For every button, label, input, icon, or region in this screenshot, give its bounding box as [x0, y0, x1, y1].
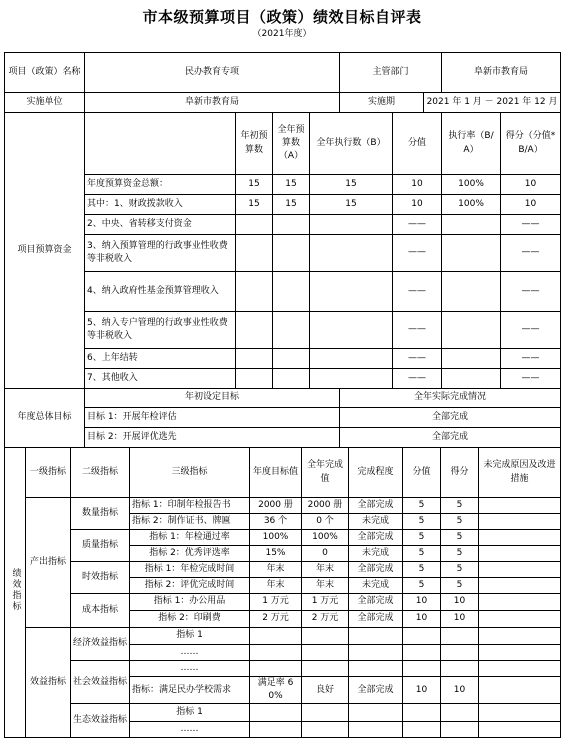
indicator-score [403, 628, 441, 645]
funds-initial [236, 272, 273, 312]
indicator-row [5, 704, 561, 722]
indicator-name: …… [130, 661, 250, 677]
impl-label: 实施单位 [5, 93, 85, 113]
funds-score: —— [393, 312, 442, 349]
funds-row-label: 3、纳入预算管理的行政事业性收费等非税收入 [85, 235, 236, 272]
indicator-target: 100% [250, 530, 302, 546]
indicator-name: …… [130, 645, 250, 661]
indicator-target [250, 661, 302, 677]
indicator-row [5, 498, 561, 514]
funds-row-label: 年度预算资金总额： [85, 175, 236, 195]
indicator-actual [302, 628, 349, 645]
indicator-points [441, 645, 479, 661]
period-label: 实施期 [340, 93, 424, 113]
goal-result: 全部完成 [340, 428, 561, 448]
indicator-actual: 良好 [302, 677, 349, 704]
indicator-score [403, 645, 441, 661]
hdr-degree: 完成程度 [349, 448, 403, 498]
indicator-row [5, 628, 561, 645]
indicator-name: 指标 2：制作证书、牌匾 [130, 514, 250, 530]
indicator-degree: 未完成 [349, 578, 403, 594]
indicator-target [250, 628, 302, 645]
period-value: 2021 年 1 月 － 2021 年 12 月 [424, 93, 561, 113]
funds-exec: 15 [310, 195, 393, 215]
goal-text: 目标 1：开展年检评估 [85, 408, 340, 428]
goal-row [5, 428, 561, 448]
indicator-points: 5 [441, 498, 479, 514]
indicator-points: 10 [441, 594, 479, 611]
funds-initial [236, 235, 273, 272]
indicator-score: 5 [403, 514, 441, 530]
indicator-actual [302, 722, 349, 738]
indicator-degree: 全部完成 [349, 594, 403, 611]
indicator-name: 指标 1：印制年检报告书 [130, 498, 250, 514]
indicator-name: 指标 2：评优完成时间 [130, 578, 250, 594]
funds-score: —— [393, 369, 442, 389]
indicator-reason [479, 611, 561, 628]
indicator-degree: 全部完成 [349, 498, 403, 514]
indicator-name: …… [130, 722, 250, 738]
indicator-points: 5 [441, 514, 479, 530]
indicator-actual: 0 个 [302, 514, 349, 530]
funds-score: 10 [393, 195, 442, 215]
funds-score: —— [393, 235, 442, 272]
indicator-score: 5 [403, 530, 441, 546]
indicator-name: 指标 2：印刷费 [130, 611, 250, 628]
funds-row [5, 272, 561, 312]
funds-annual: 15 [273, 195, 310, 215]
col-initial: 年初预算数 [236, 113, 273, 175]
indicator-name: 指标：满足民办学校需求 [130, 677, 250, 704]
funds-rate [442, 349, 501, 369]
funds-initial [236, 349, 273, 369]
indicator-score [403, 661, 441, 677]
summary-table [4, 52, 561, 448]
funds-rate [442, 235, 501, 272]
indicator-name: 指标 1 [130, 704, 250, 722]
indicator-actual: 年末 [302, 578, 349, 594]
indicator-points: 5 [441, 546, 479, 562]
funds-row [5, 195, 561, 215]
indicator-actual [302, 704, 349, 722]
qty-label: 数量指标 [71, 498, 130, 530]
cost-label: 成本指标 [71, 594, 130, 628]
funds-rate [442, 369, 501, 389]
indicator-row [5, 661, 561, 677]
indicator-points: 5 [441, 530, 479, 546]
col-score: 分值 [393, 113, 442, 175]
goals-section-label: 年度总体目标 [5, 389, 85, 448]
indicator-reason [479, 704, 561, 722]
indicator-actual: 年末 [302, 562, 349, 578]
indicator-target [250, 645, 302, 661]
indicator-points [441, 628, 479, 645]
goals-actual-header: 全年实际完成情况 [340, 389, 561, 408]
indicator-row [5, 530, 561, 546]
output-label: 产出指标 [26, 498, 71, 628]
indicator-degree: 全部完成 [349, 677, 403, 704]
hdr-actual: 全年完成值 [302, 448, 349, 498]
funds-annual [273, 349, 310, 369]
funds-row [5, 175, 561, 195]
funds-points: 10 [501, 175, 561, 195]
col-annual: 全年预算数（A） [273, 113, 310, 175]
indicator-reason [479, 661, 561, 677]
indicator-actual: 2 万元 [302, 611, 349, 628]
indicator-actual: 2000 册 [302, 498, 349, 514]
page-subtitle: （2021年度） [252, 29, 312, 39]
col-rate: 执行率（B/A） [442, 113, 501, 175]
indicator-score: 5 [403, 546, 441, 562]
indicator-reason [479, 645, 561, 661]
indicator-actual [302, 645, 349, 661]
funds-exec [310, 312, 393, 349]
funds-score: 10 [393, 175, 442, 195]
indicator-name: 指标 1：年检通过率 [130, 530, 250, 546]
funds-annual [273, 312, 310, 349]
indicator-degree: 未完成 [349, 514, 403, 530]
hdr-level1: 一级指标 [26, 448, 71, 498]
project-value: 民办教育专项 [85, 53, 340, 93]
goals-set-header: 年初设定目标 [85, 389, 340, 408]
indicator-score: 10 [403, 677, 441, 704]
funds-annual [273, 272, 310, 312]
indicator-actual: 0 [302, 546, 349, 562]
funds-row [5, 312, 561, 349]
indicator-points: 10 [441, 677, 479, 704]
indicator-name: 指标 2：优秀评选率 [130, 546, 250, 562]
indicator-degree [349, 722, 403, 738]
funds-exec: 15 [310, 175, 393, 195]
indicator-degree: 全部完成 [349, 562, 403, 578]
funds-initial [236, 312, 273, 349]
indicator-points: 5 [441, 562, 479, 578]
hdr-level2: 二级指标 [71, 448, 130, 498]
funds-initial [236, 215, 273, 235]
indicator-target [250, 704, 302, 722]
indicator-score [403, 704, 441, 722]
funds-score: —— [393, 272, 442, 312]
indicator-score: 10 [403, 611, 441, 628]
funds-rate [442, 272, 501, 312]
indicator-name: 指标 1：办公用品 [130, 594, 250, 611]
indicator-reason [479, 628, 561, 645]
hdr-points: 得分 [441, 448, 479, 498]
benefit-label: 效益指标 [26, 628, 71, 738]
indicator-points: 5 [441, 578, 479, 594]
indicator-target: 2 万元 [250, 611, 302, 628]
funds-points: —— [501, 272, 561, 312]
funds-initial [236, 369, 273, 389]
funds-section-label: 项目预算资金 [5, 113, 85, 389]
col-exec: 全年执行数（B） [310, 113, 393, 175]
indicator-degree [349, 704, 403, 722]
funds-score: —— [393, 215, 442, 235]
goal-text: 目标 2：开展评优选先 [85, 428, 340, 448]
indicator-target [250, 722, 302, 738]
goals-header-row [5, 389, 561, 408]
indicator-target: 1 万元 [250, 594, 302, 611]
page-title: 市本级预算项目（政策）绩效目标自评表 [142, 8, 422, 26]
indicator-actual [302, 661, 349, 677]
funds-exec [310, 272, 393, 312]
funds-exec [310, 215, 393, 235]
indicator-reason [479, 530, 561, 546]
indicators-table [4, 447, 561, 738]
indicator-points: 10 [441, 611, 479, 628]
funds-row [5, 369, 561, 389]
indicator-degree [349, 628, 403, 645]
funds-header-row [5, 113, 561, 175]
hdr-score: 分值 [403, 448, 441, 498]
indicator-reason [479, 546, 561, 562]
perf-section-label: 绩效指标 [5, 448, 26, 738]
funds-row-label: 7、其他收入 [85, 369, 236, 389]
funds-points: 10 [501, 195, 561, 215]
indicator-target: 满足率 60% [250, 677, 302, 704]
goal-result: 全部完成 [340, 408, 561, 428]
indicator-reason [479, 498, 561, 514]
quality-label: 质量指标 [71, 530, 130, 562]
funds-score: —— [393, 349, 442, 369]
indicator-target: 2000 册 [250, 498, 302, 514]
indicator-reason [479, 514, 561, 530]
hdr-level3: 三级指标 [130, 448, 250, 498]
funds-annual [273, 215, 310, 235]
funds-initial: 15 [236, 195, 273, 215]
indicator-reason [479, 578, 561, 594]
project-label: 项目（政策）名称 [5, 53, 85, 93]
funds-rate [442, 312, 501, 349]
indicator-degree: 未完成 [349, 546, 403, 562]
indicator-actual: 100% [302, 530, 349, 546]
indicator-target: 15% [250, 546, 302, 562]
funds-exec [310, 369, 393, 389]
funds-points: —— [501, 215, 561, 235]
funds-exec [310, 235, 393, 272]
indicator-actual: 1 万元 [302, 594, 349, 611]
indicator-degree: 全部完成 [349, 530, 403, 546]
indicator-reason [479, 677, 561, 704]
funds-points: —— [501, 312, 561, 349]
indicator-name: 指标 1：年检完成时间 [130, 562, 250, 578]
indicator-degree [349, 661, 403, 677]
eco-label: 生态效益指标 [71, 704, 130, 738]
time-label: 时效指标 [71, 562, 130, 594]
funds-row-label: 2、中央、省转移支付资金 [85, 215, 236, 235]
funds-rate: 100% [442, 175, 501, 195]
indicator-score: 5 [403, 498, 441, 514]
indicators-header-row [5, 448, 561, 498]
funds-points: —— [501, 235, 561, 272]
impl-value: 阜新市教育局 [85, 93, 340, 113]
dept-value: 阜新市教育局 [442, 53, 561, 93]
funds-row-label: 其中：1、财政拨款收入 [85, 195, 236, 215]
funds-row-label: 6、上年结转 [85, 349, 236, 369]
indicator-degree [349, 645, 403, 661]
indicator-row [5, 562, 561, 578]
indicator-name: 指标 1 [130, 628, 250, 645]
indicator-score: 5 [403, 578, 441, 594]
funds-points: —— [501, 349, 561, 369]
indicator-row [5, 594, 561, 611]
funds-rate [442, 215, 501, 235]
indicator-points [441, 704, 479, 722]
hdr-target: 年度目标值 [250, 448, 302, 498]
indicator-target: 年末 [250, 562, 302, 578]
funds-annual: 15 [273, 175, 310, 195]
indicator-points [441, 661, 479, 677]
econ-label: 经济效益指标 [71, 628, 130, 661]
funds-row [5, 215, 561, 235]
funds-initial: 15 [236, 175, 273, 195]
indicator-target: 年末 [250, 578, 302, 594]
indicator-reason [479, 722, 561, 738]
funds-row [5, 235, 561, 272]
col-points: 得分（分值*B/A） [501, 113, 561, 175]
funds-header-blank [85, 113, 236, 175]
funds-points: —— [501, 369, 561, 389]
funds-row-label: 4、纳入政府性基金预算管理收入 [85, 272, 236, 312]
impl-row [5, 93, 561, 113]
funds-annual [273, 369, 310, 389]
indicator-points [441, 722, 479, 738]
indicator-score [403, 722, 441, 738]
funds-rate: 100% [442, 195, 501, 215]
indicator-target: 36 个 [250, 514, 302, 530]
indicator-reason [479, 562, 561, 578]
dept-label: 主管部门 [340, 53, 442, 93]
goal-row [5, 408, 561, 428]
social-label: 社会效益指标 [71, 661, 130, 704]
funds-row [5, 349, 561, 369]
funds-row-label: 5、纳入专户管理的行政事业性收费等非税收入 [85, 312, 236, 349]
indicator-score: 10 [403, 594, 441, 611]
indicator-degree: 全部完成 [349, 611, 403, 628]
indicator-reason [479, 594, 561, 611]
funds-annual [273, 235, 310, 272]
funds-exec [310, 349, 393, 369]
indicator-score: 5 [403, 562, 441, 578]
hdr-reason: 未完成原因及改进措施 [479, 448, 561, 498]
project-row [5, 53, 561, 93]
